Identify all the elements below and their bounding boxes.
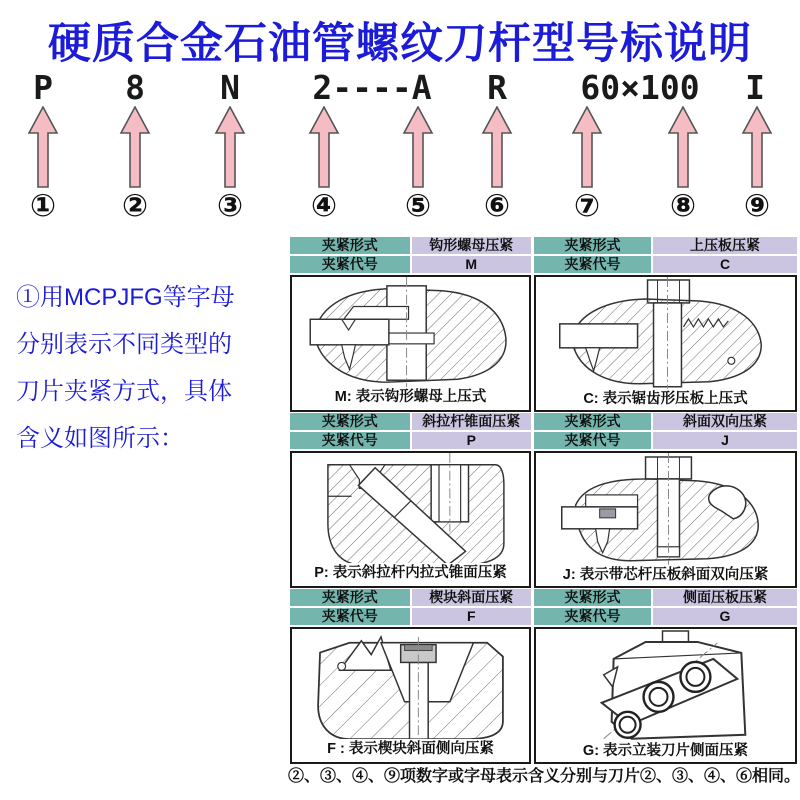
panel-m-caption: M: 表示钩形螺母上压式 xyxy=(334,389,487,406)
marker-4: ④ xyxy=(310,188,338,224)
code-token-8: 8 xyxy=(125,68,145,107)
marker-7: ⑦ xyxy=(573,188,601,224)
code-value: P xyxy=(412,432,532,449)
code-token-r: R xyxy=(487,68,507,107)
form-label: 夹紧形式 xyxy=(534,237,651,254)
panel-f-box xyxy=(290,627,531,764)
footnote: ②、③、④、⑨项数字或字母表示含义分别与刀片②、③、④、⑥相同。 xyxy=(288,768,800,785)
code-label: 夹紧代号 xyxy=(290,256,410,273)
marker-8: ⑧ xyxy=(669,188,697,224)
up-arrow-icon xyxy=(571,106,603,188)
code-value: G xyxy=(653,608,797,625)
marker-6: ⑥ xyxy=(483,188,511,224)
pull-rod-cone-clamp-drawing xyxy=(292,453,529,563)
code-label: 夹紧代号 xyxy=(290,608,410,625)
panel-f-headers xyxy=(290,589,531,625)
form-value: 斜面双向压紧 xyxy=(653,413,797,430)
up-arrow-icon xyxy=(308,106,340,188)
panel-p-caption: P: 表示斜拉杆内拉式锥面压紧 xyxy=(314,565,507,582)
code-value: C xyxy=(653,256,797,273)
hook-nut-clamp-drawing xyxy=(292,277,529,387)
code-value: J xyxy=(653,432,797,449)
wedge-clamp-drawing xyxy=(292,629,529,739)
form-label: 夹紧形式 xyxy=(534,413,651,430)
panel-c-headers xyxy=(534,237,797,273)
code-value: M xyxy=(412,256,532,273)
up-arrow-icon xyxy=(27,106,59,188)
up-arrow-icon xyxy=(667,106,699,188)
code-token-p: P xyxy=(33,68,53,107)
panel-j xyxy=(534,413,797,588)
code-label: 夹紧代号 xyxy=(534,608,651,625)
panel-m-headers xyxy=(290,237,531,273)
panel-j-caption: J: 表示带芯杆压板斜面双向压紧 xyxy=(562,566,769,583)
marker-3: ③ xyxy=(216,188,244,224)
panel-p-headers xyxy=(290,413,531,449)
form-value: 楔块斜面压紧 xyxy=(412,589,532,606)
form-label: 夹紧形式 xyxy=(534,589,651,606)
panel-p xyxy=(290,413,531,588)
table-section-2 xyxy=(290,413,797,588)
panel-j-box xyxy=(534,451,797,588)
up-arrow-icon xyxy=(402,106,434,188)
panel-g-box xyxy=(534,627,797,764)
panel-p-box xyxy=(290,451,531,588)
code-label: 夹紧代号 xyxy=(534,256,651,273)
up-arrow-icon xyxy=(741,106,773,188)
form-value: 侧面压板压紧 xyxy=(653,589,797,606)
intro-line: 刀片夹紧方式，具体 xyxy=(16,378,232,405)
intro-paragraph xyxy=(16,274,296,462)
intro-line: 分别表示不同类型的 xyxy=(16,331,232,358)
serrated-plate-clamp-drawing xyxy=(536,277,795,389)
clamping-table xyxy=(290,237,797,765)
code-value: F xyxy=(412,608,532,625)
intro-line: ①用MCPJFG等字母 xyxy=(16,284,235,311)
marker-1: ① xyxy=(29,188,57,224)
code-token-n: N xyxy=(220,68,240,107)
form-label: 夹紧形式 xyxy=(290,237,410,254)
form-value: 钩形螺母压紧 xyxy=(412,237,532,254)
intro-line: 含义如图所示： xyxy=(16,425,184,452)
panel-j-headers xyxy=(534,413,797,449)
panel-g-headers xyxy=(534,589,797,625)
code-token-2a: 2----A xyxy=(312,68,432,107)
panel-m xyxy=(290,237,531,412)
marker-9: ⑨ xyxy=(743,188,771,224)
panel-c-box xyxy=(534,275,797,412)
form-label: 夹紧形式 xyxy=(290,589,410,606)
table-section-3 xyxy=(290,589,797,764)
side-plate-clamp-drawing xyxy=(536,629,795,741)
code-label: 夹紧代号 xyxy=(534,432,651,449)
panel-c xyxy=(534,237,797,412)
panel-c-caption: C: 表示锯齿形压板上压式 xyxy=(583,390,748,407)
page-title: 硬质合金石油管螺纹刀杆型号标说明 xyxy=(48,20,752,68)
marker-2: ② xyxy=(121,188,149,224)
panel-m-box xyxy=(290,275,531,412)
up-arrow-icon xyxy=(214,106,246,188)
code-token-size: 60×100 xyxy=(580,68,700,107)
form-value: 上压板压紧 xyxy=(653,237,797,254)
up-arrow-icon xyxy=(119,106,151,188)
code-label: 夹紧代号 xyxy=(290,432,410,449)
up-arrow-icon xyxy=(481,106,513,188)
panel-f-caption: F : 表示楔块斜面侧向压紧 xyxy=(327,741,494,758)
form-label: 夹紧形式 xyxy=(290,413,410,430)
panel-f xyxy=(290,589,531,764)
code-token-i: I xyxy=(745,68,765,107)
marker-5: ⑤ xyxy=(404,188,432,224)
core-rod-bidirectional-clamp-drawing xyxy=(536,453,795,565)
panel-g xyxy=(534,589,797,764)
form-value: 斜拉杆锥面压紧 xyxy=(412,413,532,430)
table-section-1 xyxy=(290,237,797,412)
panel-g-caption: G: 表示立装刀片侧面压紧 xyxy=(582,742,749,759)
